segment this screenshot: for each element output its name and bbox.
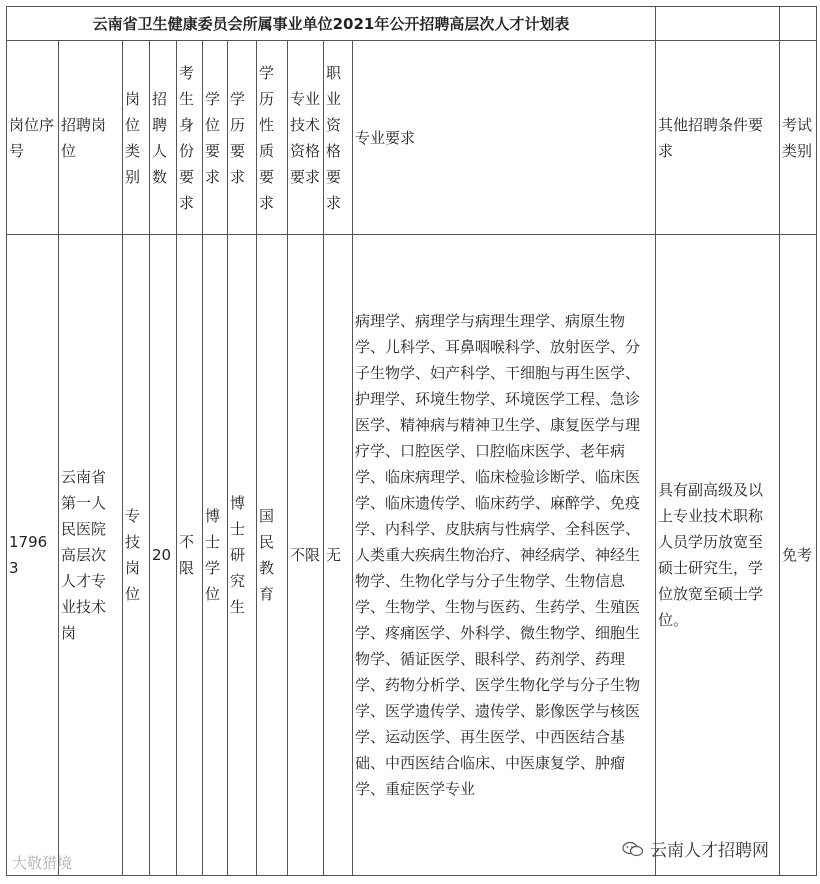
recruitment-plan-table (6, 6, 817, 876)
cell-edu-nature: 国民教育 (257, 235, 288, 876)
header-edu-nature: 学历性质要求 (257, 41, 288, 235)
watermark-right-text: 云南人才招聘网 (650, 841, 769, 861)
title-blank-cell (656, 7, 780, 41)
header-exam: 考试类别 (780, 41, 817, 235)
cell-post-no: 17963 (7, 235, 59, 876)
cell-count: 20 (150, 235, 177, 876)
table-title: 云南省卫生健康委员会所属事业单位2021年公开招聘高层次人才计划表 (7, 7, 656, 41)
cell-education: 博士研究生 (228, 235, 257, 876)
title-blank-cell (780, 7, 817, 41)
cell-tech-qual: 不限 (288, 235, 324, 876)
header-prof-qual: 职业资格要求 (324, 41, 353, 235)
cell-exam: 免考 (780, 235, 817, 876)
header-identity: 考生身份要求 (177, 41, 203, 235)
header-major: 专业要求 (353, 41, 656, 235)
header-post-name: 招聘岗位 (59, 41, 123, 235)
cell-identity: 不限 (177, 235, 203, 876)
header-other: 其他招聘条件要求 (656, 41, 780, 235)
header-education: 学历要求 (228, 41, 257, 235)
watermark-right (622, 836, 769, 861)
cell-post-name: 云南省第一人民医院高层次人才专业技术岗 (59, 235, 123, 876)
header-post-no: 岗位序号 (7, 41, 59, 235)
header-count: 招聘人数 (150, 41, 177, 235)
cell-other: 具有副高级及以上专业技术职称人员学历放宽至硕士研究生，学位放宽至硕士学位。 (656, 235, 780, 876)
wechat-icon (622, 841, 644, 857)
header-tech-qual: 专业技术资格要求 (288, 41, 324, 235)
cell-post-type: 专技岗位 (123, 235, 150, 876)
cell-degree: 博士学位 (203, 235, 228, 876)
watermark-left-text: 大敬猎境 (12, 854, 73, 872)
cell-major: 病理学、病理学与病理生理学、病原生物学、儿科学、耳鼻咽喉科学、放射医学、分子生物学、妇产科学、干细胞与再生医学、护理学、环境生物学、环境医学工程、急诊医学、精神病与精神卫生学、康复医学与理疗学、口腔医学、口腔临床医学、老年病学、临床病理学、临床检验诊断学、临床医学、临床遗传学、临床药学、麻醉学、免疫学、内科学、皮肤病与性病学、全科医学、人类重大疾病生物治疗、神经病学、神经生物学、生物化学与分子生物学、生物信息学、生物学、生物与医药、生药学、生殖医学、疼痛医学、外科学、微生物学、细胞生物学、循证医学、眼科学、药剂学、药理学、药物分析学、医学生物化学与分子生物学、医学遗传学、遗传学、影像医学与核医学、运动医学、再生医学、中西医结合基础、中西医结合临床、中医康复学、肿瘤学、重症医学专业 (353, 235, 656, 876)
watermark-left (12, 852, 72, 873)
table-row (7, 235, 817, 876)
cell-prof-qual: 无 (324, 235, 353, 876)
header-post-type: 岗位类别 (123, 41, 150, 235)
header-degree: 学位要求 (203, 41, 228, 235)
